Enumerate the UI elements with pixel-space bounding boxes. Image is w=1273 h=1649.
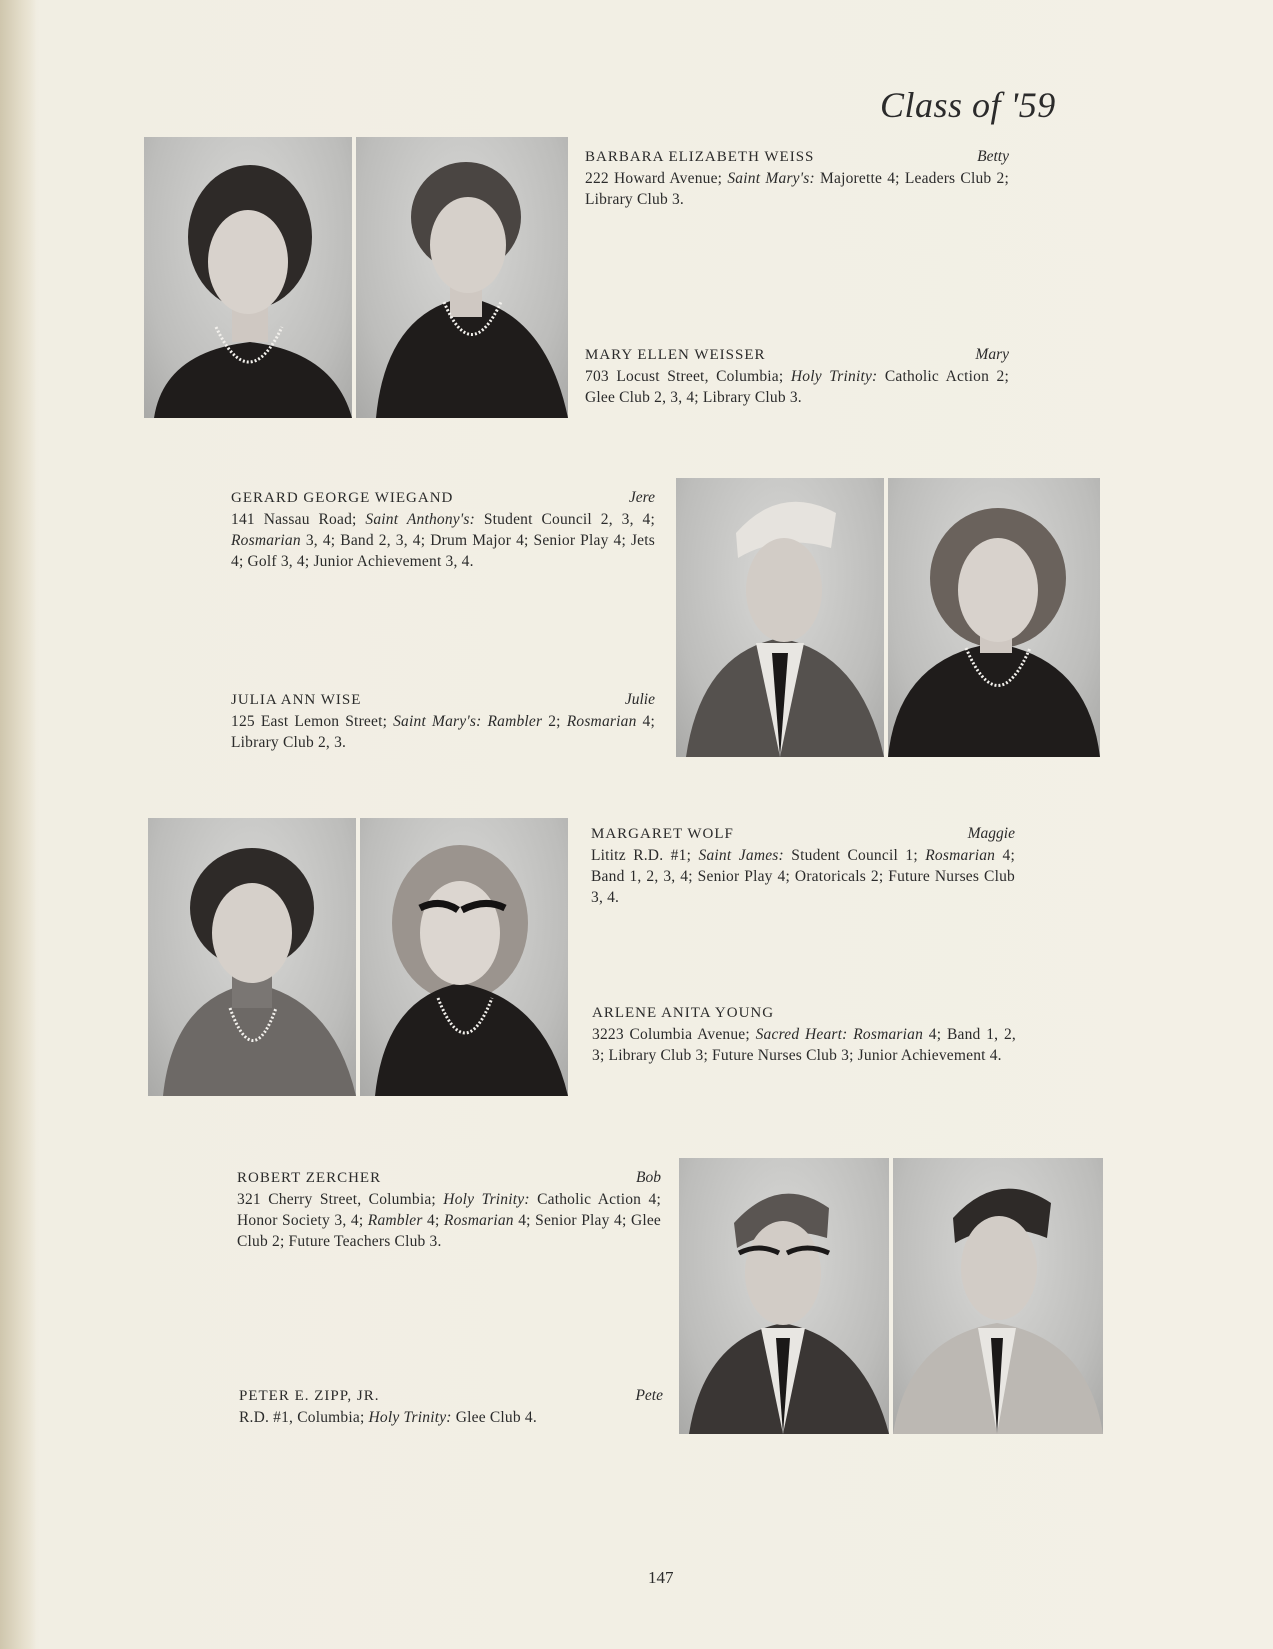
portrait-photo-wise bbox=[888, 478, 1100, 757]
student-details bbox=[592, 1024, 1016, 1066]
detail-text-run: Glee Club 4. bbox=[451, 1409, 537, 1426]
detail-text-run: Majorette 4; Leaders Club 2; Library Club 3. bbox=[585, 170, 1009, 208]
student-entry-wolf bbox=[591, 823, 1015, 908]
detail-text-run: Rosmarian bbox=[925, 847, 996, 864]
photo-pair-weiss-weisser bbox=[144, 137, 568, 418]
detail-text-run: 4; Library Club 2, 3. bbox=[231, 713, 656, 751]
portrait-photo-weisser bbox=[356, 137, 568, 418]
detail-text-run: Rosmarian bbox=[231, 532, 301, 549]
student-entry-young bbox=[592, 1003, 1016, 1066]
photo-pair-wiegand-wise bbox=[676, 478, 1100, 757]
student-entry-wise bbox=[231, 689, 655, 753]
student-details bbox=[585, 168, 1009, 210]
detail-text-run: Saint Mary's: Rambler bbox=[393, 713, 543, 730]
detail-text-run: 141 Nassau Road; bbox=[231, 511, 366, 528]
student-nickname: Pete bbox=[635, 1387, 663, 1404]
student-nickname: Maggie bbox=[967, 825, 1015, 842]
detail-text-run: R.D. #1, Columbia; bbox=[239, 1409, 369, 1426]
student-nickname: Mary bbox=[975, 346, 1009, 363]
detail-text-run: Catholic Action 2; Glee Club 2, 3, 4; Library Club 3. bbox=[585, 368, 1009, 406]
detail-text-run: 4; Band 1, 2, 3, 4; Senior Play 4; Oratoricals 2; Future Nurses Club 3, 4. bbox=[591, 847, 1015, 906]
student-entry-wiegand bbox=[231, 487, 655, 572]
detail-text-run: 2; bbox=[542, 713, 567, 730]
detail-text-run: Rosmarian bbox=[566, 713, 637, 730]
detail-text-run: 125 East Lemon Street; bbox=[231, 713, 394, 730]
detail-text-run: Saint Anthony's: bbox=[365, 511, 475, 528]
photo-pair-wolf-young bbox=[148, 818, 568, 1096]
detail-text-run: 222 Howard Avenue; bbox=[585, 170, 728, 187]
page-title: Class of '59 bbox=[880, 85, 1056, 125]
student-name: GERARD GEORGE WIEGAND bbox=[231, 490, 454, 506]
student-details bbox=[237, 1189, 661, 1252]
student-details bbox=[239, 1407, 663, 1428]
portrait-photo-zercher bbox=[679, 1158, 889, 1434]
student-name: JULIA ANN WISE bbox=[231, 692, 362, 708]
student-details bbox=[231, 509, 655, 572]
detail-text-run: Holy Trinity: bbox=[790, 368, 878, 385]
portrait-photo-weiss bbox=[144, 137, 352, 418]
detail-text-run: Sacred Heart: Rosmarian bbox=[755, 1026, 924, 1043]
detail-text-run: 4; Senior Play 4; Glee Club 2; Future Teachers Club 3. bbox=[237, 1212, 662, 1250]
detail-text-run: 703 Locust Street, Columbia; bbox=[585, 368, 791, 385]
student-entry-weisser bbox=[585, 344, 1009, 408]
page-binding-shadow bbox=[0, 0, 36, 1649]
detail-text-run: Catholic Action 4; Honor Society 3, 4; bbox=[237, 1191, 661, 1229]
detail-text-run: 3, 4; Band 2, 3, 4; Drum Major 4; Senior Play 4; Jets 4; Golf 3, 4; Junior Achievement 3, 4. bbox=[231, 532, 655, 570]
portrait-photo-zipp bbox=[893, 1158, 1103, 1434]
student-nickname: Betty bbox=[977, 148, 1009, 165]
portrait-photo-young bbox=[360, 818, 568, 1096]
student-details bbox=[585, 366, 1009, 408]
detail-text-run: Saint James: bbox=[698, 847, 784, 864]
student-nickname: Julie bbox=[624, 691, 655, 708]
student-name: ARLENE ANITA YOUNG bbox=[592, 1005, 775, 1021]
detail-text-run: 321 Cherry Street, Columbia; bbox=[237, 1191, 444, 1208]
student-details bbox=[231, 711, 655, 753]
student-entry-zercher bbox=[237, 1167, 661, 1252]
student-name: PETER E. ZIPP, JR. bbox=[239, 1388, 380, 1404]
detail-text-run: Student Council 2, 3, 4; bbox=[475, 511, 655, 528]
detail-text-run: Lititz R.D. #1; bbox=[591, 847, 699, 864]
detail-text-run: 3223 Columbia Avenue; bbox=[592, 1026, 756, 1043]
portrait-photo-wolf bbox=[148, 818, 356, 1096]
student-entry-zipp bbox=[239, 1385, 663, 1428]
student-name: MARY ELLEN WEISSER bbox=[585, 347, 766, 363]
detail-text-run: Holy Trinity: bbox=[443, 1191, 530, 1208]
student-nickname: Bob bbox=[636, 1169, 661, 1186]
detail-text-run: 4; bbox=[422, 1212, 444, 1229]
student-name: ROBERT ZERCHER bbox=[237, 1170, 382, 1186]
student-entry-weiss bbox=[585, 146, 1009, 210]
student-nickname: Jere bbox=[628, 489, 655, 506]
detail-text-run: Rosmarian bbox=[443, 1212, 514, 1229]
student-details bbox=[591, 845, 1015, 908]
detail-text-run: Saint Mary's: bbox=[727, 170, 815, 187]
detail-text-run: Student Council 1; bbox=[783, 847, 926, 864]
student-name: MARGARET WOLF bbox=[591, 826, 734, 842]
detail-text-run: Rambler bbox=[367, 1212, 423, 1229]
detail-text-run: Holy Trinity: bbox=[368, 1409, 452, 1426]
detail-text-run: 4; Band 1, 2, 3; Library Club 3; Future Nurses Club 3; Junior Achievement 4. bbox=[592, 1026, 1016, 1064]
student-name: BARBARA ELIZABETH WEISS bbox=[585, 149, 815, 165]
photo-pair-zercher-zipp bbox=[679, 1158, 1103, 1434]
page-number: 147 bbox=[648, 1568, 674, 1587]
portrait-photo-wiegand bbox=[676, 478, 884, 757]
